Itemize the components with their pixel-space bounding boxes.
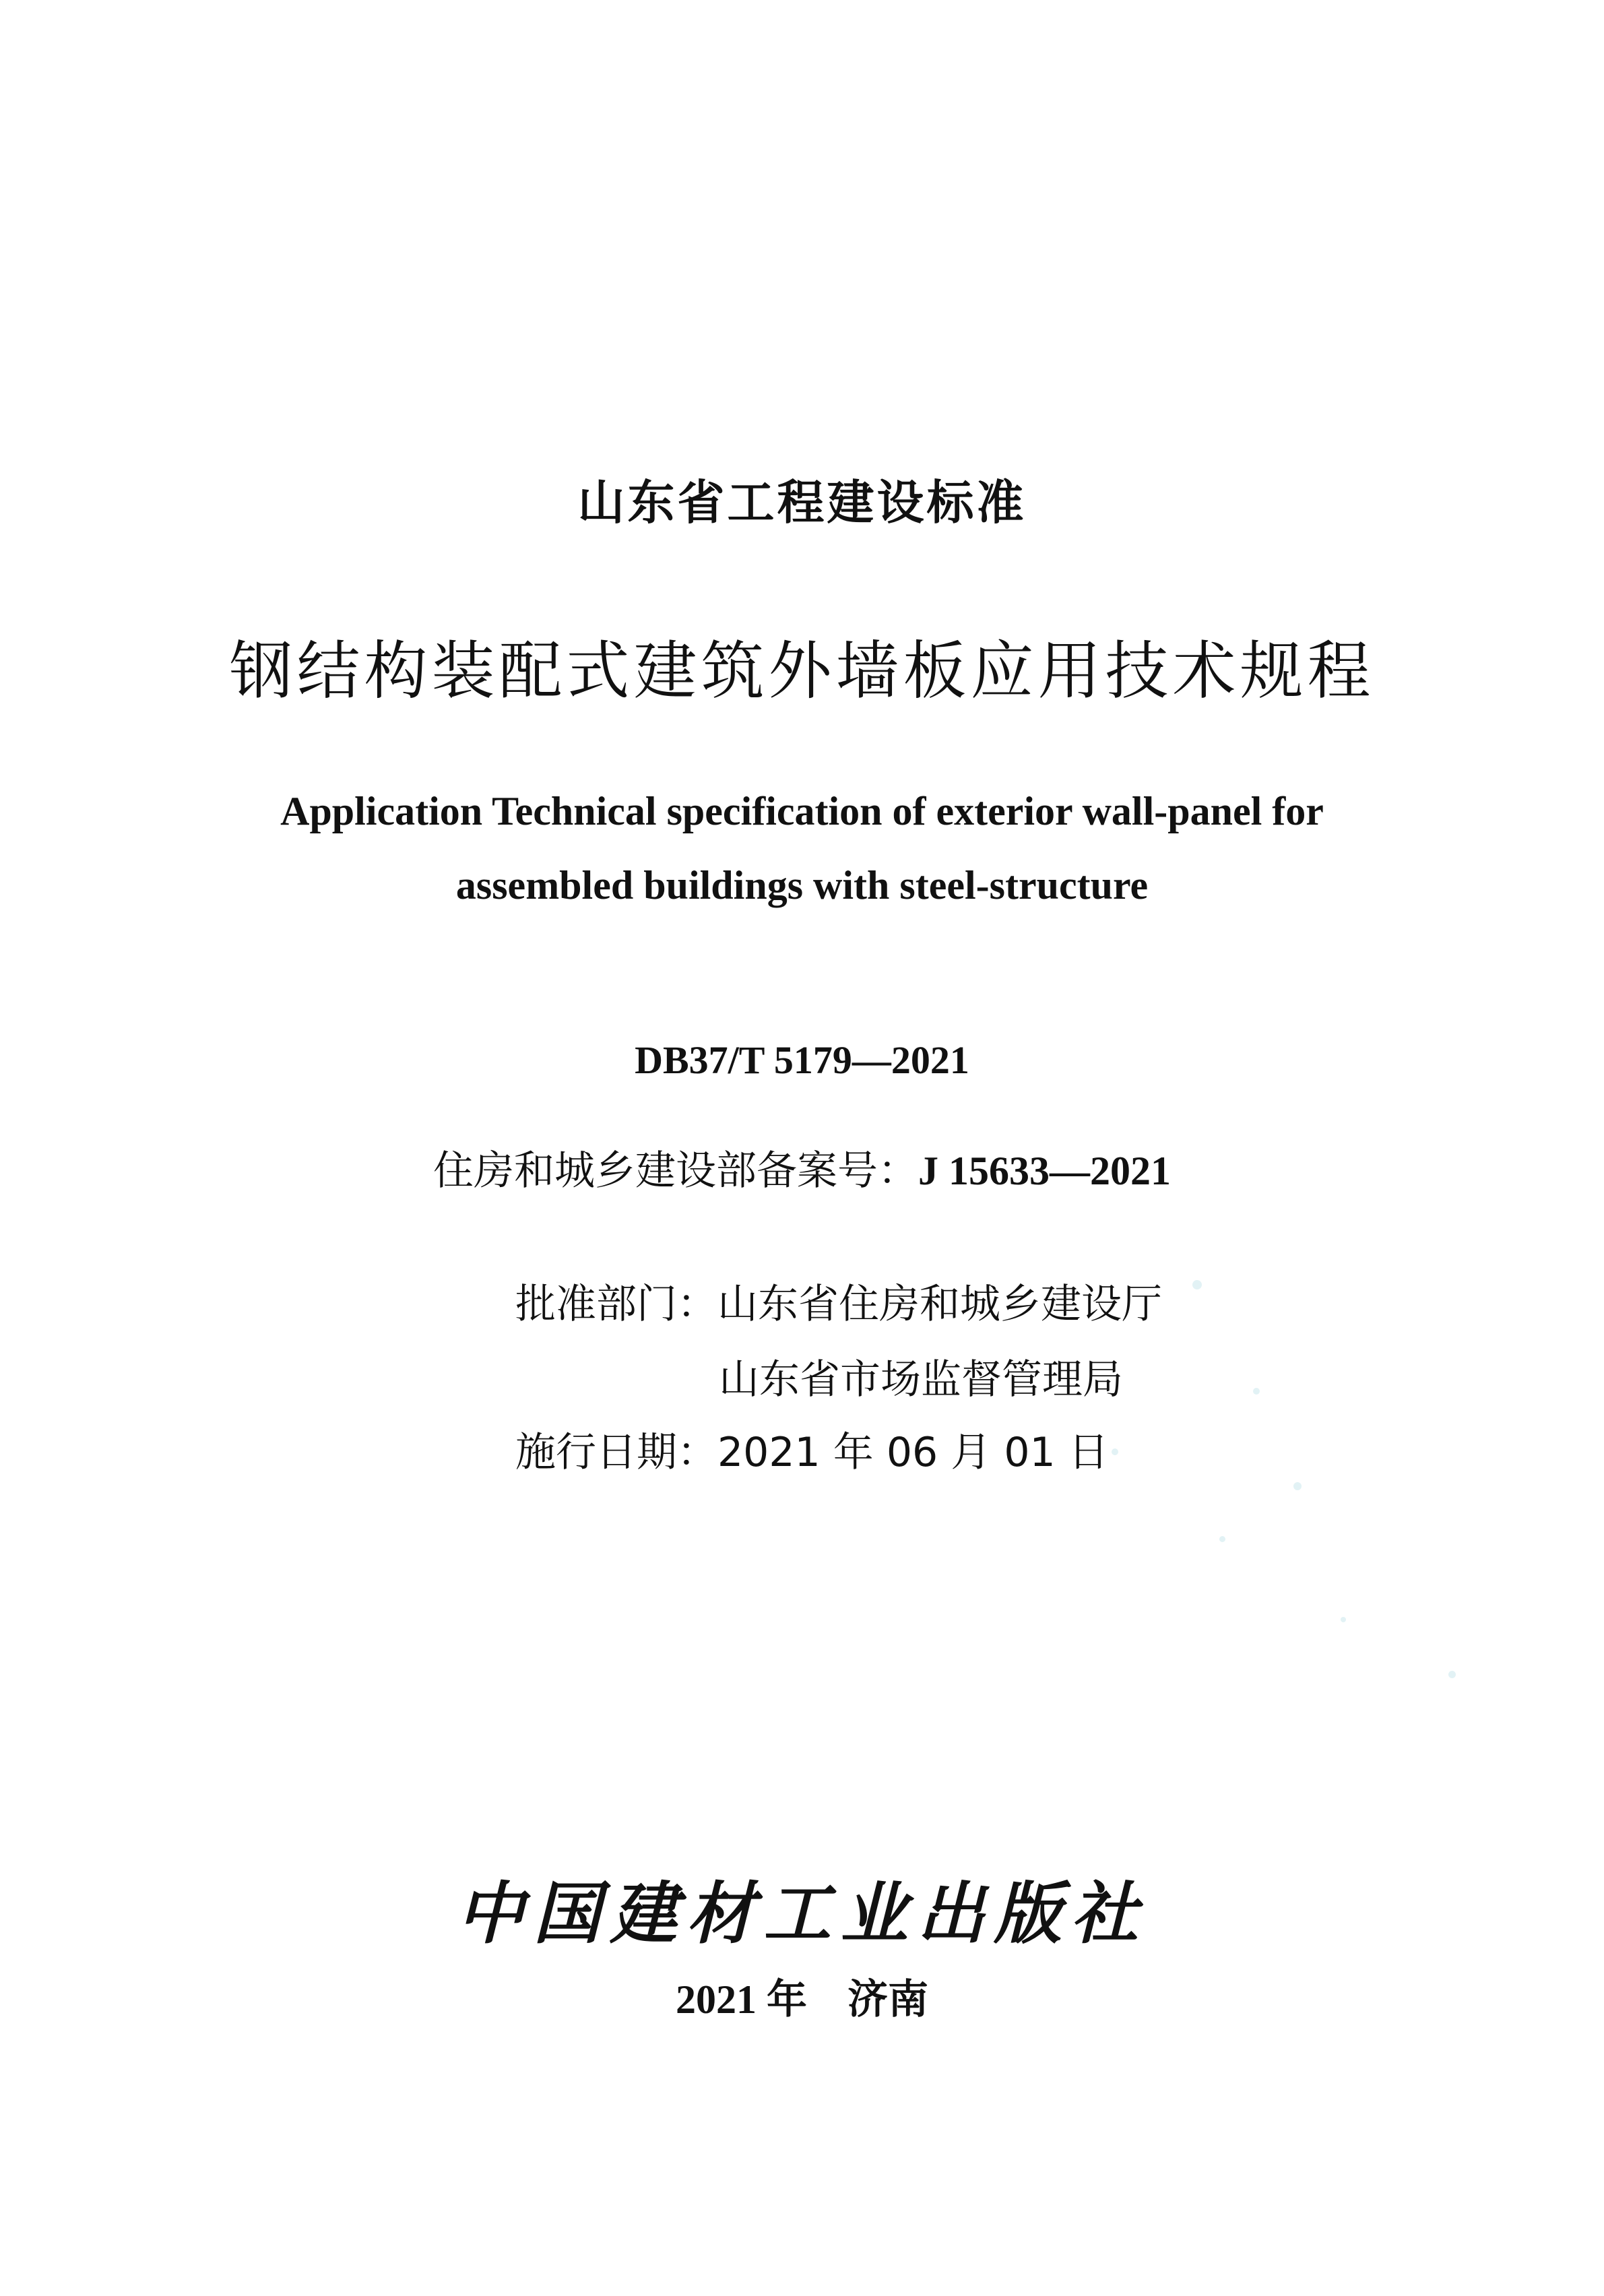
standard-series-heading: 山东省工程建设标准	[577, 475, 1027, 530]
scan-speckle	[1341, 1617, 1346, 1622]
approval-department-2: 山东省市场监督管理局	[719, 1356, 1123, 1403]
effective-date-label: 施行日期：	[515, 1429, 717, 1476]
scan-speckle	[1192, 1280, 1202, 1289]
document-title-english-line-1: Application Technical specification of exterior wall-panel for	[280, 789, 1324, 833]
publication-year: 2021 年	[676, 1977, 807, 2022]
scan-speckle	[1219, 1536, 1225, 1542]
approval-department-label: 批准部门：	[515, 1281, 717, 1328]
effective-date-value: 2021 年 06 月 01 日	[717, 1429, 1109, 1476]
record-number-line	[0, 1139, 1604, 1197]
publication-year-and-city	[0, 1967, 1604, 2025]
standard-number: DB37/T 5179—2021	[635, 1038, 969, 1082]
approval-department-row-2	[515, 1347, 1123, 1405]
scan-speckle	[1448, 1671, 1456, 1678]
approval-department-row	[515, 1272, 1162, 1330]
record-number-label: 住房和城乡建设部备案号：	[433, 1147, 918, 1194]
record-number-value: J 15633—2021	[918, 1149, 1171, 1193]
approval-department-1: 山东省住房和城乡建设厅	[717, 1281, 1162, 1328]
document-title-english-line-2: assembled buildings with steel-structure	[455, 863, 1149, 907]
scan-speckle	[1253, 1388, 1260, 1395]
document-title-chinese: 钢结构装配式建筑外墙板应用技术规程	[229, 635, 1375, 708]
publication-city: 济南	[847, 1977, 928, 2022]
publisher-name: 中国建材工业出版社	[456, 1877, 1148, 1952]
scan-speckle	[1112, 1448, 1118, 1455]
effective-date-row	[515, 1420, 1109, 1478]
scan-speckle	[1293, 1482, 1302, 1490]
